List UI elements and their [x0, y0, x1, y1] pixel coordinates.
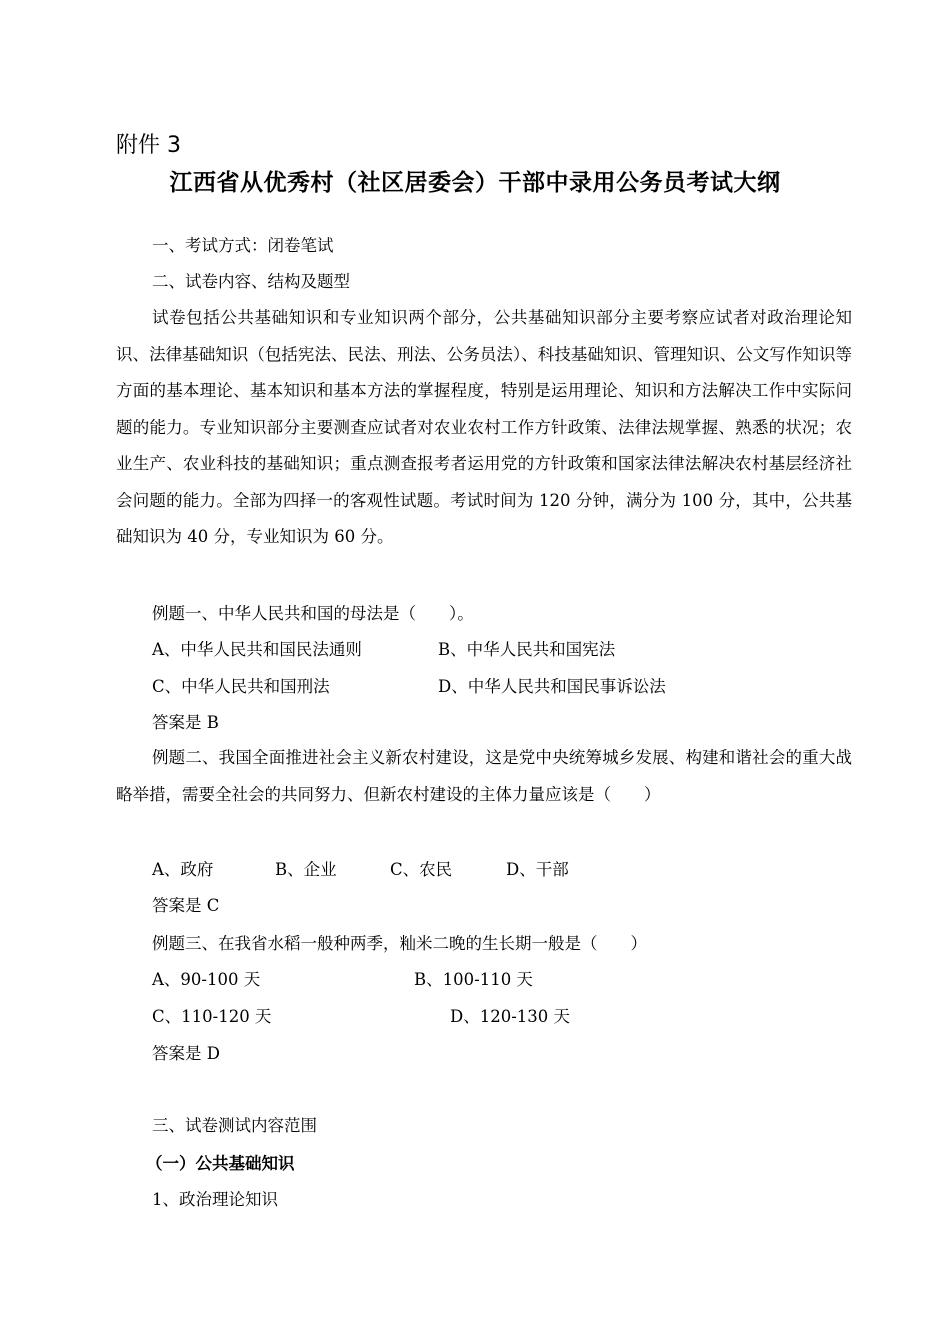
- subsection-public-knowledge: （一）公共基础知识: [146, 1154, 295, 1173]
- example1-option-a: A、中华人民共和国民法通则: [152, 640, 362, 659]
- example1-option-b: B、中华人民共和国宪法: [438, 640, 616, 659]
- attachment-label: 附件 3: [116, 133, 181, 158]
- document-title: 江西省从优秀村（社区居委会）干部中录用公务员考试大纲: [169, 170, 781, 196]
- example2-question: 例题二、我国全面推进社会主义新农村建设，这是党中央统筹城乡发展、构建和谐社会的重大战略举措，需要全社会的共同努力、但新农村建设的主体力量应该是（ ）: [116, 748, 852, 804]
- intro-paragraph: 试卷包括公共基础知识和专业知识两个部分，公共基础知识部分主要考察应试者对政治理论知识、法律基础知识（包括宪法、民法、刑法、公务员法）、科技基础知识、管理知识、公文写作知识等方面的基本理论、基本知识和基本方法的掌握程度，特别是运用理论、知识和方法解决工作中实际问题的能力。专业知识部分主要测查应试者对农业农村工作方针政策、法律法规掌握、熟悉的状况；农业生产、农业科技的基础知识；重点测查报考者运用党的方针政策和国家法律法解决农村基层经济社会问题的能力。全部为四择一的客观性试题。考试时间为 120 分钟，满分为 100 分，其中，公共基础知识为 40 分，专业知识为 60 分。: [116, 308, 852, 546]
- example2-option-b: B、企业: [275, 860, 337, 879]
- example3-answer: 答案是 D: [152, 1044, 220, 1063]
- example2-option-c: C、农民: [390, 860, 453, 879]
- example1-question: 例题一、中华人民共和国的母法是（ ）。: [152, 604, 474, 623]
- section-test-scope: 三、试卷测试内容范围: [152, 1116, 317, 1135]
- example2-option-d: D、干部: [506, 860, 569, 879]
- item-political-theory: 1、政治理论知识: [152, 1190, 278, 1209]
- example3-option-c: C、110-120 天: [152, 1007, 272, 1026]
- example2-answer: 答案是 C: [152, 896, 220, 915]
- example1-option-c: C、中华人民共和国刑法: [152, 677, 330, 696]
- example3-option-d: D、120-130 天: [450, 1007, 571, 1026]
- example2-option-a: A、政府: [152, 860, 214, 879]
- example3-option-a: A、90-100 天: [152, 970, 261, 989]
- example1-answer: 答案是 B: [152, 713, 219, 732]
- example3-question: 例题三、在我省水稻一般种两季，籼米二晚的生长期一般是（ ）: [152, 934, 647, 953]
- section-exam-method: 一、考试方式：闭卷笔试: [152, 236, 334, 255]
- example3-option-b: B、100-110 天: [414, 970, 533, 989]
- section-paper-content: 二、试卷内容、结构及题型: [152, 272, 350, 291]
- example1-option-d: D、中华人民共和国民事诉讼法: [438, 677, 666, 696]
